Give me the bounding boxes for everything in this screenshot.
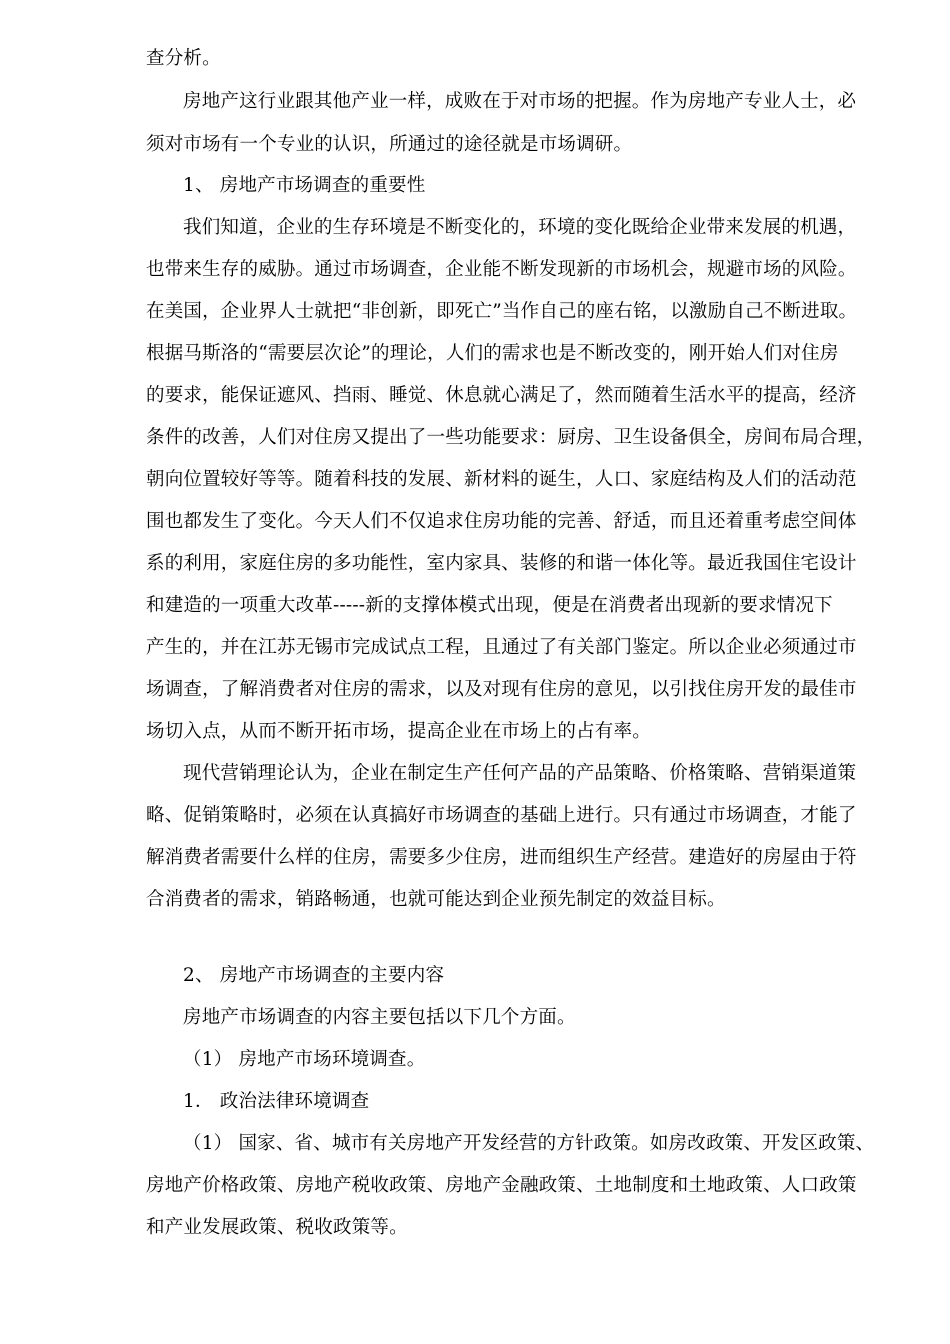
text-line: 在美国，企业界人士就把“非创新，即死亡”当作自己的座右铭，以激励自己不断进取。 [146, 301, 858, 322]
paragraph-line: 房地产这行业跟其他产业一样，成败在于对市场的把握。作为房地产专业人士，必 [183, 91, 857, 112]
text-line: 合消费者的需求，销路畅通，也就可能达到企业预先制定的效益目标。 [146, 889, 726, 910]
list-item-line: （1） 国家、省、城市有关房地产开发经营的方针政策。如房改政策、开发区政策、 [183, 1133, 875, 1154]
text-line: 场调查，了解消费者对住房的需求，以及对现有住房的意见，以引找住房开发的最佳市 [146, 679, 857, 700]
text-line: 和建造的一项重大改革-----新的支撑体模式出现，便是在消费者出现新的要求情况下 [146, 595, 833, 616]
text-line: 和产业发展政策、税收政策等。 [146, 1217, 408, 1238]
text-line: 系的利用，家庭住房的多功能性，室内家具、装修的和谐一体化等。最近我国住宅设计 [146, 553, 857, 574]
text-line: 的要求，能保证遮风、挡雨、睡觉、休息就心满足了，然而随着生活水平的提高，经济 [146, 385, 857, 406]
text-line: 查分析。 [146, 48, 221, 69]
text-line: 房地产价格政策、房地产税收政策、房地产金融政策、土地制度和土地政策、人口政策 [146, 1175, 857, 1196]
text-line: 朝向位置较好等等。随着科技的发展、新材料的诞生，人口、家庭结构及人们的活动范 [146, 469, 857, 490]
subsection-heading: （1） 房地产市场环境调查。 [183, 1049, 426, 1070]
text-line: 须对市场有一个专业的认识，所通过的途径就是市场调研。 [146, 134, 633, 155]
section-heading: 2、 房地产市场调查的主要内容 [183, 965, 445, 986]
text-line: 产生的，并在江苏无锡市完成试点工程，且通过了有关部门鉴定。所以企业必须通过市 [146, 637, 857, 658]
text-line: 略、促销策略时，必须在认真搞好市场调查的基础上进行。只有通过市场调查，才能了 [146, 805, 857, 826]
paragraph-line: 房地产市场调查的内容主要包括以下几个方面。 [183, 1007, 576, 1028]
paragraph-line: 现代营销理论认为，企业在制定生产任何产品的产品策略、价格策略、营销渠道策 [183, 763, 857, 784]
text-line: 条件的改善，人们对住房又提出了一些功能要求：厨房、卫生设备俱全，房间布局合理， [146, 427, 876, 448]
text-line: 解消费者需要什么样的住房，需要多少住房，进而组织生产经营。建造好的房屋由于符 [146, 847, 857, 868]
text-line: 也带来生存的威胁。通过市场调查，企业能不断发现新的市场机会，规避市场的风险。 [146, 259, 857, 280]
paragraph-line: 我们知道，企业的生存环境是不断变化的，环境的变化既给企业带来发展的机遇， [183, 217, 857, 238]
text-line: 围也都发生了变化。今天人们不仅追求住房功能的完善、舒适，而且还着重考虑空间体 [146, 511, 857, 532]
text-line: 场切入点，从而不断开拓市场，提高企业在市场上的占有率。 [146, 721, 651, 742]
section-heading: 1、 房地产市场调查的重要性 [183, 175, 426, 196]
subsection-heading: 1． 政治法律环境调查 [183, 1091, 370, 1112]
text-line: 根据马斯洛的“需要层次论”的理论，人们的需求也是不断改变的，刚开始人们对住房 [146, 343, 839, 364]
